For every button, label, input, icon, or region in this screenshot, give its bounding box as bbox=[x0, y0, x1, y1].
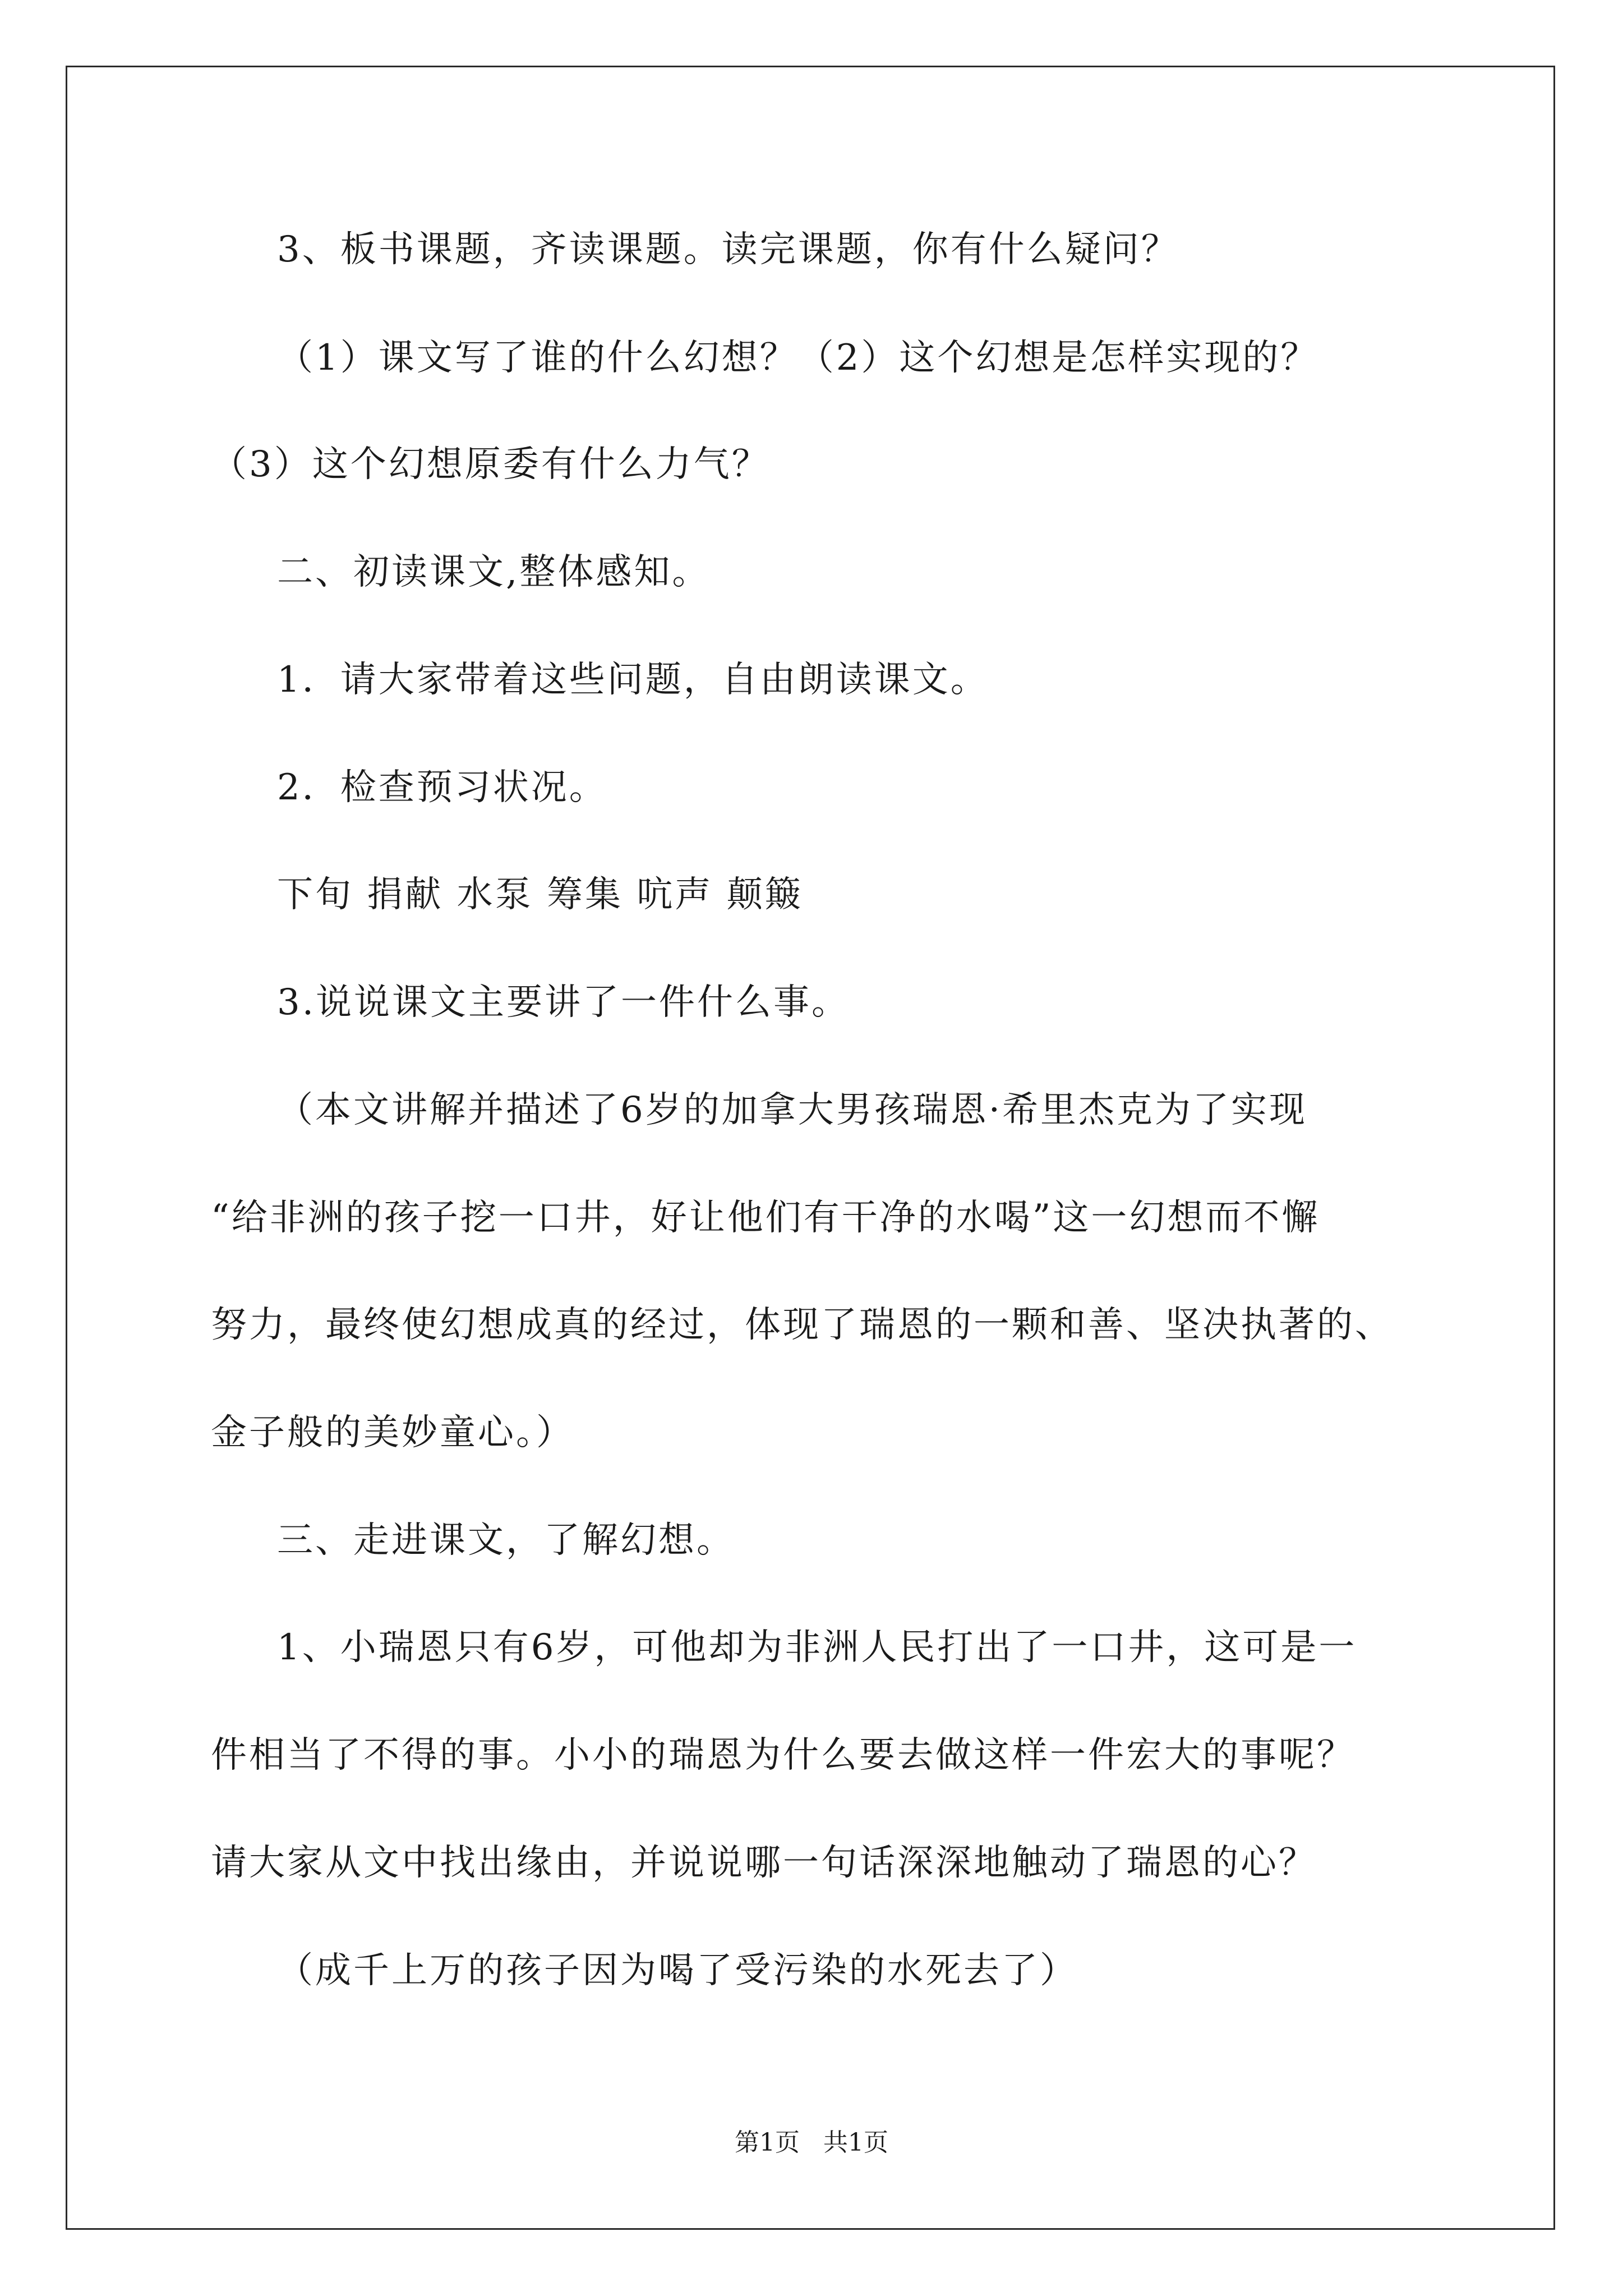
text-line: 努力，最终使幻想成真的经过，体现了瑞恩的一颗和善、坚决执著的、 bbox=[211, 1304, 1393, 1346]
text-line: 请大家从文中找出缘由，并说说哪一句话深深地触动了瑞恩的心？ bbox=[211, 1842, 1317, 1884]
text-line: 件相当了不得的事。小小的瑞恩为什么要去做这样一件宏大的事呢？ bbox=[211, 1734, 1355, 1776]
text-line: “给非洲的孩子挖一口井，好让他们有干净的水喝”这一幻想而不懈 bbox=[211, 1197, 1320, 1239]
text-line: 1、小瑞恩只有6岁，可他却为非洲人民打出了一口井，这可是一 bbox=[277, 1627, 1357, 1668]
text-line: 1．请大家带着这些问题，自由朗读课文。 bbox=[277, 659, 989, 701]
vocabulary-line: 下旬 捐献 水泵 筹集 吭声 颠簸 bbox=[277, 874, 803, 915]
page-border bbox=[66, 66, 1555, 2230]
text-line: 3.说说课文主要讲了一件什么事。 bbox=[277, 982, 850, 1023]
text-line: （1）课文写了谁的什么幻想？（2）这个幻想是怎样实现的？ bbox=[277, 337, 1319, 379]
text-line: （3）这个幻想原委有什么力气？ bbox=[211, 444, 770, 485]
page-number-footer: 第1页 共1页 bbox=[735, 2128, 888, 2157]
section-heading: 二、初读课文,整体感知。 bbox=[277, 551, 711, 593]
text-line: （本文讲解并描述了6岁的加拿大男孩瑞恩·希里杰克为了实现 bbox=[277, 1089, 1308, 1131]
text-line: 金子般的美妙童心。） bbox=[211, 1412, 574, 1453]
text-line: （成千上万的孩子因为喝了受污染的水死去了） bbox=[277, 1950, 1078, 1991]
text-line: 2．检查预习状况。 bbox=[277, 767, 607, 808]
section-heading: 三、走进课文，了解幻想。 bbox=[277, 1520, 735, 1561]
text-line: 3、板书课题，齐读课题。读完课题，你有什么疑问？ bbox=[277, 229, 1179, 270]
